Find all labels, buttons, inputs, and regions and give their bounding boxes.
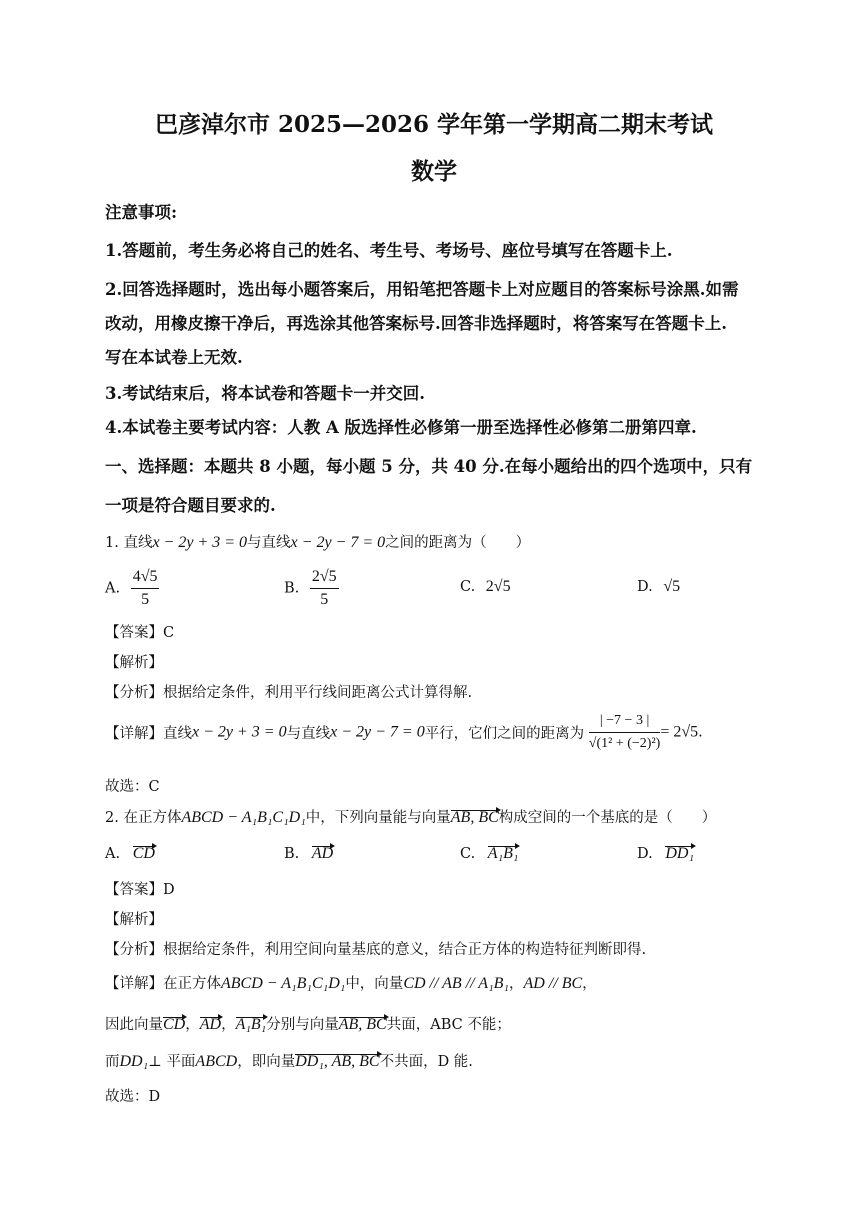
q1-mid: 与直线 <box>247 535 291 551</box>
q1-option-b-numerator: 2√5 <box>310 566 339 589</box>
q2-d2-end: 共面，ABC 不能； <box>386 1017 511 1033</box>
q1-detail-end: . <box>698 724 703 741</box>
q1-detail-result: = 2√5 <box>660 723 699 741</box>
note-2-line-2: 改动，用橡皮擦干净后，再选涂其他答案标号.回答非选择题时，将答案写在答题卡上. <box>105 314 727 333</box>
q2-d1-relation-2: AD // BC <box>523 975 583 992</box>
q2-d2-mid: 分别与向量 <box>266 1017 339 1033</box>
note-2-line-3: 写在本试卷上无效. <box>105 348 243 367</box>
q1-prefix: 1. 直线 <box>105 535 153 551</box>
q2-d2-vector-ad: AD <box>199 1016 222 1033</box>
q2-option-b <box>284 845 333 863</box>
q2-suffix: 构成空间的一个基底的是（ ） <box>498 810 717 826</box>
q2-option-b-value: AD <box>311 845 334 862</box>
q2-d3-dd1: DD₁ <box>119 1053 149 1070</box>
q2-d1-comma: ， <box>508 976 524 992</box>
q1-analysis: 【解析】 <box>105 655 163 671</box>
section-1-line-1: 一、选择题：本题共 8 小题，每小题 5 分，共 40 分.在每小题给出的四个选项中，只有 <box>105 457 753 476</box>
q1-detail-mid: 与直线 <box>286 726 331 742</box>
q1-answer: 【答案】C <box>105 625 175 641</box>
q2-option-a-label: A. <box>105 846 121 862</box>
q1-option-d <box>637 578 680 596</box>
q2-mid: 中，下列向量能与向量 <box>305 810 451 826</box>
q2-prefix: 2. 在正方体 <box>105 810 182 826</box>
q2-cube: ABCD − A₁B₁C₁D₁ <box>181 809 306 826</box>
q1-option-a-label: A. <box>105 580 121 597</box>
q1-detail <box>105 710 703 755</box>
q1-detail-numerator: | −7 − 3 | <box>589 710 661 733</box>
q2-option-c-value: A₁B₁ <box>487 845 519 862</box>
q1-suffix: 之间的距离为（ ） <box>385 535 531 551</box>
q2-d1-cube: ABCD − A₁B₁C₁D₁ <box>221 975 346 992</box>
q2-option-c-label: C. <box>460 846 476 862</box>
note-3: 3.考试结束后，将本试卷和答题卡一并交回. <box>105 384 425 403</box>
q1-option-d-value: √5 <box>663 578 681 595</box>
q1-fenxi: 【分析】根据给定条件，利用平行线间距离公式计算得解. <box>105 685 473 701</box>
question-1-stem <box>105 531 530 552</box>
q2-fenxi: 【分析】根据给定条件，利用空间向量基底的意义，结合正方体的构造特征判断即得. <box>105 942 647 958</box>
q2-option-d-value: DD₁ <box>665 845 694 862</box>
q2-d1-relation-1: CD // AB // A₁B₁ <box>403 975 509 992</box>
q1-line-1-eq: x − 2y + 3 = 0 <box>152 534 248 551</box>
note-1: 1.答题前，考生务必将自己的姓名、考生号、考场号、座位号填写在答题卡上. <box>105 241 673 260</box>
q1-option-b-label: B. <box>284 580 300 597</box>
q1-detail-eq1: x − 2y + 3 = 0 <box>192 723 287 741</box>
q2-answer: 【答案】D <box>105 882 175 898</box>
subject-title: 数学 <box>411 158 457 185</box>
q1-option-c-value: 2√5 <box>485 578 511 595</box>
q1-choose: 故选：C <box>105 779 160 795</box>
note-2-line-1: 2.回答选择题时，选出每小题答案后，用铅笔把答题卡上对应题目的答案标号涂黑.如需 <box>105 280 739 299</box>
q2-d3-perp: ⊥ 平面 <box>148 1054 196 1070</box>
q2-option-d <box>637 845 694 863</box>
q2-d2-comma-1: ， <box>185 1017 200 1033</box>
q1-option-a-fraction <box>131 566 160 611</box>
note-4: 4.本试卷主要考试内容：人教 A 版选择性必修第一册至选择性必修第二册第四章. <box>105 418 697 437</box>
q1-option-a <box>105 566 159 611</box>
q2-d1-comma-2: ， <box>582 976 597 992</box>
q1-option-c <box>460 578 511 596</box>
q1-option-b-fraction <box>310 566 339 611</box>
q2-option-d-label: D. <box>637 846 653 862</box>
exam-title: 巴彦淖尔市 2025—2026 学年第一学期高二期末考试 <box>154 111 714 138</box>
q2-detail-line-3 <box>105 1050 473 1071</box>
q1-option-d-label: D. <box>637 579 653 595</box>
q2-d3-vectors: DD₁, AB, BC <box>295 1053 380 1070</box>
q1-detail-mid2: 平行，它们之间的距离为 <box>424 726 585 742</box>
q2-option-a <box>105 845 155 863</box>
q1-option-a-denominator: 5 <box>141 591 150 608</box>
q2-d2-given-vectors: AB, BC <box>338 1016 387 1033</box>
q2-d2-vector-a1b1: A₁B₁ <box>235 1016 267 1033</box>
q2-d3-plane: ABCD <box>195 1053 238 1070</box>
q2-d1-prefix: 【详解】在正方体 <box>105 976 221 992</box>
q2-d3-prefix: 而 <box>105 1054 120 1070</box>
section-1-line-2: 一项是符合题目要求的. <box>105 496 276 515</box>
q1-detail-eq2: x − 2y − 7 = 0 <box>330 723 425 741</box>
q1-option-b <box>284 566 339 611</box>
q2-d3-mid: ，即向量 <box>237 1054 296 1070</box>
q2-d2-prefix: 因此向量 <box>105 1017 163 1033</box>
q1-option-c-label: C. <box>460 579 476 595</box>
q2-given-vectors: AB, BC <box>450 809 499 826</box>
question-2-stem <box>105 806 716 827</box>
q1-option-b-denominator: 5 <box>320 591 329 608</box>
q2-choose: 故选：D <box>105 1089 161 1105</box>
q1-detail-fraction <box>589 710 661 755</box>
q1-detail-prefix: 【详解】直线 <box>105 726 192 742</box>
q2-d3-end: 不共面，D 能. <box>379 1054 473 1070</box>
notes-heading: 注意事项: <box>105 203 178 222</box>
q2-d2-vector-cd: CD <box>163 1016 186 1033</box>
q1-option-a-numerator: 4√5 <box>131 566 160 589</box>
q2-detail-line-1 <box>105 972 597 993</box>
q2-d2-comma-2: ， <box>221 1017 236 1033</box>
q2-detail-line-2 <box>105 1013 511 1034</box>
q2-option-c <box>460 845 518 863</box>
q2-analysis: 【解析】 <box>105 912 163 928</box>
q2-option-b-label: B. <box>284 846 300 862</box>
q1-line-2-eq: x − 2y − 7 = 0 <box>290 534 386 551</box>
q1-detail-denominator: √(1² + (−2)²) <box>588 736 661 751</box>
q2-option-a-value: CD <box>132 845 155 862</box>
q2-d1-mid: 中，向量 <box>345 976 404 992</box>
